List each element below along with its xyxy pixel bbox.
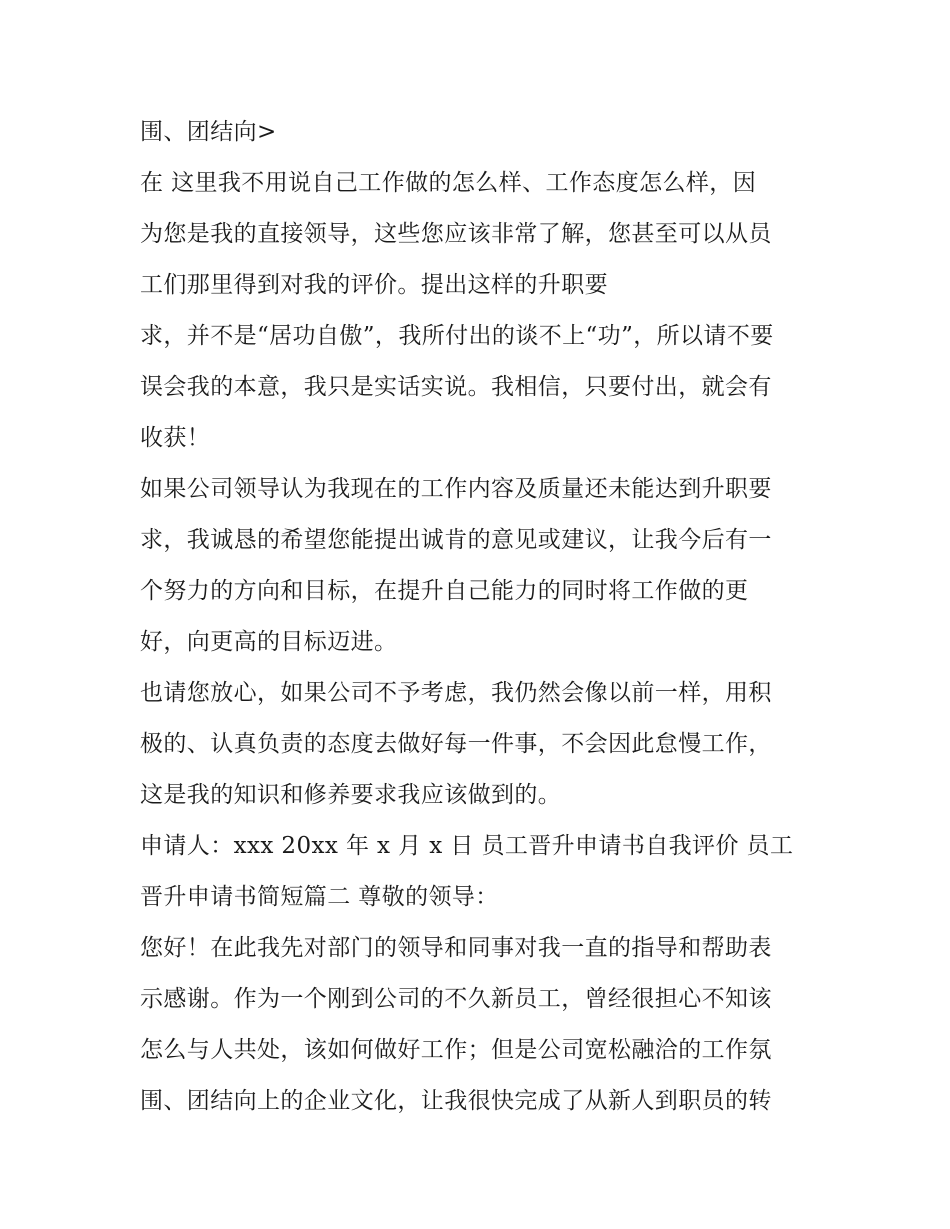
- text-line: 申请人：xxx 20xx 年 x 月 x 日 员工晋升申请书自我评价 员工: [140, 833, 794, 859]
- text-line: 怎么与人共处，该如何做好工作；但是公司宽松融洽的工作氛: [140, 1037, 772, 1063]
- text-line: 误会我的本意，我只是实话实说。我相信，只要付出，就会有: [140, 374, 772, 400]
- text-line: 为您是我的直接领导，这些您应该非常了解，您甚至可以从员: [140, 221, 772, 247]
- text-line: 极的、认真负责的态度去做好每一件事，不会因此怠慢工作，: [140, 731, 772, 757]
- text-line: 您好！在此我先对部门的领导和同事对我一直的指导和帮助表: [140, 935, 772, 961]
- text-line: 收获！: [140, 425, 211, 451]
- text-line: 晋升申请书简短篇二 尊敬的领导：: [140, 884, 499, 910]
- text-line: 也请您放心，如果公司不予考虑，我仍然会像以前一样，用积: [140, 680, 772, 706]
- text-line: 在 这里我不用说自己工作做的怎么样、工作态度怎么样，因: [140, 170, 757, 196]
- text-line: 求，并不是“居功自傲”，我所付出的谈不上“功”，所以请不要: [140, 323, 774, 349]
- text-line: 工们那里得到对我的评价。提出这样的升职要: [140, 272, 608, 298]
- document-body: [140, 107, 830, 1127]
- text-line: 示感谢。作为一个刚到公司的不久新员工，曾经很担心不知该: [140, 986, 772, 1012]
- text-line: 这是我的知识和修养要求我应该做到的。: [140, 782, 562, 808]
- text-line: 围、团结向上的企业文化，让我很快完成了从新人到职员的转: [140, 1088, 772, 1114]
- text-line: 求，我诚恳的希望您能提出诚肯的意见或建议，让我今后有一: [140, 527, 772, 553]
- text-line: 个努力的方向和目标，在提升自己能力的同时将工作做的更: [140, 578, 749, 604]
- text-line: 如果公司领导认为我现在的工作内容及质量还未能达到升职要: [140, 476, 772, 502]
- text-line: 围、团结向>: [140, 119, 277, 145]
- text-line: 好，向更高的目标迈进。: [140, 629, 398, 655]
